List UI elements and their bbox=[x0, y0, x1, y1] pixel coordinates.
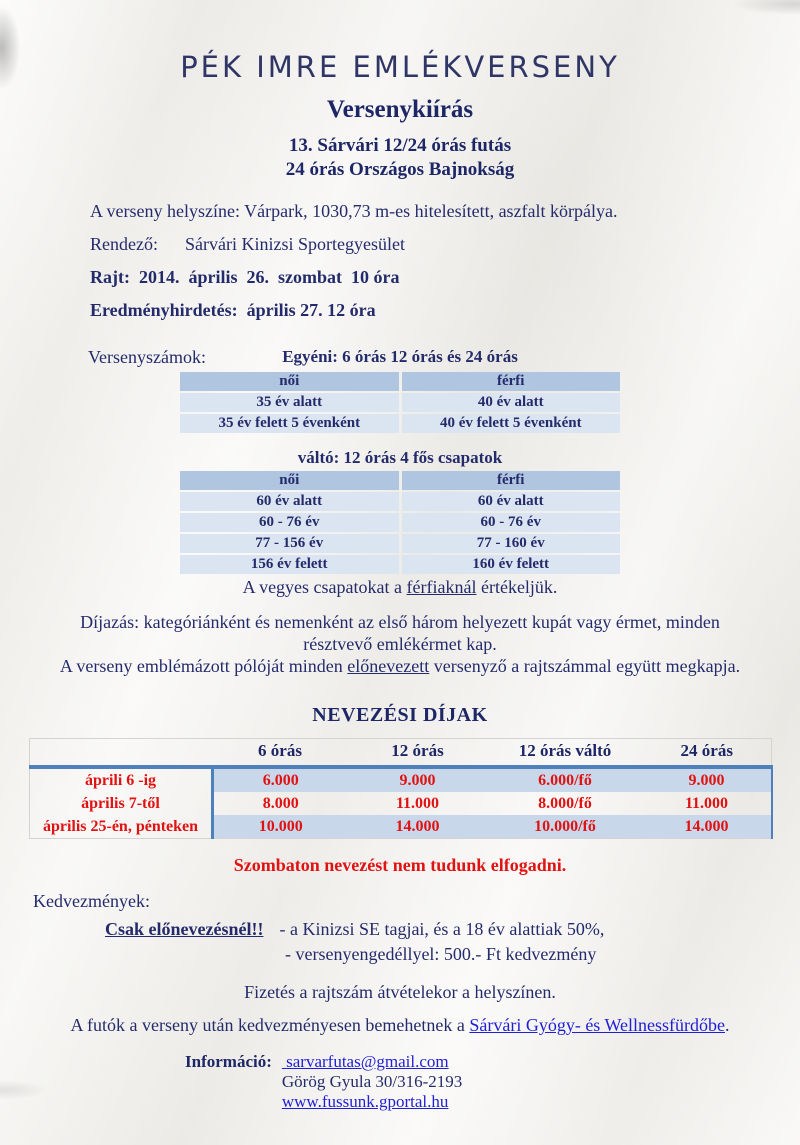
table-cell: 77 - 160 év bbox=[402, 534, 621, 553]
discount-item: - a Kinizsi SE tagjai, és a 18 év alattiak 50%, bbox=[279, 919, 605, 939]
note-underlined-word: férfiaknál bbox=[406, 577, 477, 597]
tshirt-paragraph bbox=[0, 656, 800, 677]
details-block bbox=[0, 201, 800, 321]
fee-value-cell: 6.000 bbox=[213, 767, 348, 792]
page-title: PÉK IMRE EMLÉKVERSENY bbox=[180, 50, 620, 84]
table-cell: 77 - 156 év bbox=[180, 534, 399, 553]
fee-row-label: áprili 6 -ig bbox=[84, 771, 157, 789]
events-label: Versenyszámok: bbox=[88, 347, 206, 367]
fee-row bbox=[30, 815, 772, 839]
table-row bbox=[180, 534, 620, 553]
fee-value-cell: 11.000 bbox=[643, 792, 772, 815]
discounts-label: Kedvezmények: bbox=[33, 891, 150, 911]
fee-value-cell: 10.000 bbox=[213, 815, 348, 839]
organizer-name: Sárvári Kinizsi Sportegyesület bbox=[184, 234, 405, 254]
fee-value-cell: 8.000 bbox=[213, 792, 348, 815]
table-row bbox=[180, 414, 620, 433]
table-cell: 60 év alatt bbox=[180, 492, 399, 511]
venue-line: A verseny helyszíne: Várpark, 1030,73 m-es hitelesített, aszfalt körpálya. bbox=[90, 201, 618, 221]
table-cell: 40 év alatt bbox=[402, 393, 621, 412]
note-text: értékeljük. bbox=[476, 577, 558, 597]
event-name-line-2: 24 órás Országos Bajnokság bbox=[285, 159, 515, 180]
email-link[interactable]: sarvarfutas@gmail.com bbox=[281, 1052, 449, 1071]
spa-link[interactable]: Sárvári Gyógy- és Wellnessfürdőbe bbox=[469, 1015, 725, 1035]
contact-block bbox=[185, 1052, 800, 1112]
saturday-note: Szombaton nevezést nem tudunk elfogadni. bbox=[233, 855, 567, 875]
table-header-row bbox=[180, 471, 620, 490]
tshirt-underlined-word: előnevezett bbox=[347, 656, 430, 676]
event-name-line-1: 13. Sárvári 12/24 órás futás bbox=[288, 135, 512, 156]
spa-text: . bbox=[725, 1015, 730, 1035]
discounts-headline: Csak előnevezésnél!! bbox=[105, 919, 264, 939]
fee-column-header: 12 órás váltó bbox=[518, 741, 612, 760]
fee-value-cell: 14.000 bbox=[643, 815, 772, 839]
fee-column-header: 24 órás bbox=[680, 741, 733, 760]
paper-background bbox=[0, 50, 800, 1145]
table-cell: 60 év alatt bbox=[402, 492, 621, 511]
fee-row-label: április 7-től bbox=[81, 794, 160, 812]
fees-heading: NEVEZÉSI DÍJAK bbox=[312, 704, 488, 726]
fee-value-cell: 6.000/fő bbox=[488, 767, 643, 792]
table-cell: 35 év felett 5 évenként bbox=[180, 414, 399, 433]
table-header-row bbox=[180, 372, 620, 391]
fee-value-cell: 10.000/fő bbox=[488, 815, 643, 839]
flyer-page bbox=[0, 50, 800, 1145]
fee-value-cell: 9.000 bbox=[348, 767, 488, 792]
fee-value-cell: 9.000 bbox=[643, 767, 772, 792]
events-header-row bbox=[0, 347, 800, 369]
table-row bbox=[180, 555, 620, 574]
fee-value-cell: 11.000 bbox=[395, 794, 440, 812]
contact-label: Információ: bbox=[185, 1052, 272, 1071]
table-row bbox=[180, 513, 620, 532]
note-text: A vegyes csapatokat a bbox=[242, 577, 407, 597]
discounts-line-1 bbox=[105, 919, 800, 940]
discount-item: - versenyengedéllyel: 500.- Ft kedvezmény bbox=[285, 944, 597, 964]
table-cell: 35 év alatt bbox=[180, 393, 399, 412]
column-header-women: női bbox=[180, 372, 399, 391]
tshirt-text: versenyző a rajtszámmal együtt megkapja. bbox=[429, 656, 741, 676]
prizes-paragraph: Díjazás: kategóriánként és nemenként az első három helyezett kupát vagy érmet, minden résztvevő emlékérmet kap. bbox=[80, 612, 720, 654]
individual-events-title: Egyéni: 6 órás 12 órás és 24 órás bbox=[282, 347, 518, 366]
fee-row-label: április 25-én, pénteken bbox=[42, 817, 199, 835]
entry-fees-table bbox=[29, 738, 773, 839]
subtitle: Versenykiírás bbox=[326, 96, 474, 123]
table-cell: 160 év felett bbox=[402, 555, 621, 574]
fee-column-header: 6 órás bbox=[258, 741, 302, 760]
spa-text: A futók a verseny után kedvezményesen bemehetnek a bbox=[70, 1015, 470, 1035]
fee-header-row bbox=[30, 739, 772, 768]
column-header-men: férfi bbox=[402, 471, 621, 490]
fee-value-cell: 14.000 bbox=[348, 815, 488, 839]
website-link[interactable]: www.fussunk.gportal.hu bbox=[281, 1092, 449, 1111]
relay-categories-table bbox=[177, 469, 623, 576]
spa-line bbox=[0, 1015, 800, 1036]
table-cell: 60 - 76 év bbox=[180, 513, 399, 532]
mixed-teams-note bbox=[0, 577, 800, 598]
results-line: Eredményhirdetés: április 27. 12 óra bbox=[90, 300, 376, 320]
table-cell: 60 - 76 év bbox=[402, 513, 621, 532]
table-cell: 156 év felett bbox=[180, 555, 399, 574]
table-cell: 40 év felett 5 évenként bbox=[402, 414, 621, 433]
fee-corner-cell bbox=[30, 739, 213, 768]
contact-lines bbox=[282, 1052, 462, 1112]
tshirt-text: A verseny emblémázott pólóját minden bbox=[59, 656, 348, 676]
fee-value-cell: 8.000/fő bbox=[538, 794, 592, 812]
payment-line: Fizetés a rajtszám átvételekor a helyszínen. bbox=[244, 982, 556, 1002]
organizer-line bbox=[90, 234, 800, 255]
table-row bbox=[180, 492, 620, 511]
column-header-women: női bbox=[180, 471, 399, 490]
phone-line: Görög Gyula 30/316-2193 bbox=[281, 1072, 463, 1091]
table-row bbox=[180, 393, 620, 412]
start-line: Rajt: 2014. április 26. szombat 10 óra bbox=[90, 267, 400, 287]
fee-row bbox=[30, 792, 772, 815]
organizer-label: Rendező: bbox=[90, 234, 158, 254]
individual-categories-table bbox=[177, 370, 623, 435]
fee-row bbox=[30, 767, 772, 792]
relay-events-title: váltó: 12 órás 4 fős csapatok bbox=[297, 448, 503, 467]
discounts-block bbox=[33, 891, 800, 965]
fee-column-header: 12 órás bbox=[391, 741, 444, 760]
column-header-men: férfi bbox=[402, 372, 621, 391]
